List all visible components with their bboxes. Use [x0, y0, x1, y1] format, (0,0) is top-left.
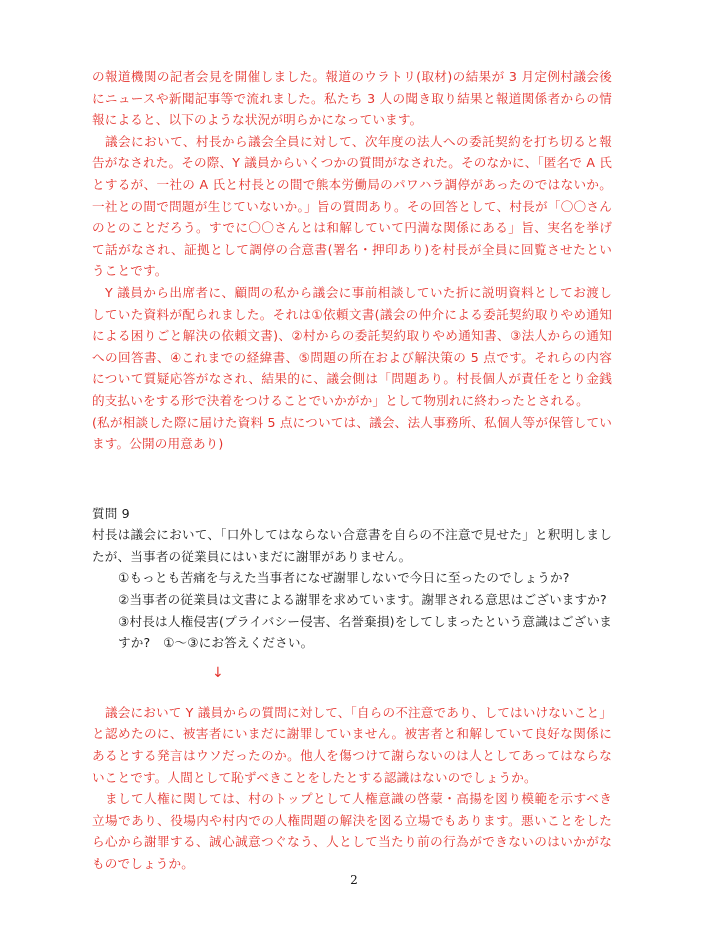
paragraph-press-conference: の報道機関の記者会見を開催しました。報道のウラトリ(取材)の結果が 3 月定例村議会後にニュースや新聞記事等で流れました。私たち 3 人の聞き取り結果と報道関係者からの情報によると、以下のような状況が明らかになっています。: [92, 69, 612, 128]
question-item-2: ②当事者の従業員は文書による謝罪を求めています。謝罪される意思はございますか?: [118, 592, 607, 608]
question-heading: 質問 9: [92, 505, 130, 521]
paragraph-materials: Y 議員から出席者に、顧問の私から議会に事前相談していた折に説明資料としてお渡ししていた資料が配られました。それは①依頼文書(議会の仲介による委託契約取りやめ通知による困りごと解決の依頼文書)、②村からの委託契約取りやめ通知書、③法人からの通知への回答書、④これまでの経緯書、⑤問題の所在および解決策の 5 点です。それらの内容について質疑応答がなされ、結果的に、議会側は「問題あり。村長個人が責任をとり金銭的支払いをする形で決着をつけることでいかがか」として物別れに終わったとされる。: [92, 284, 612, 408]
question-item-1: ①もっとも苦痛を与えた当事者になぜ謝罪しないで今日に至ったのでしょうか?: [118, 570, 570, 586]
paragraph-council-report: 議会において、村長から議会全員に対して、次年度の法人への委託契約を打ち切ると報告がなされた。その際、Y 議員からいくつかの質問がなされた。そのなかに、「匿名で A 氏とするが、一社の A 氏と村長との間で熊本労働局のパワハラ調停があったのではないか。一社との間で問題が生じていないか。」旨の質問あり。その回答として、村長が「〇〇さんのとのことだろう。すでに〇〇さんとは和解していて円満な関係にある」旨、実名を挙げて話がなされ、証拠として調停の合意書(署名・押印あり)を村長が全員に回覧させたということです。: [92, 133, 612, 279]
page-content: [92, 66, 612, 875]
down-arrow-icon: ↓: [212, 665, 224, 681]
page-number: 2: [350, 873, 358, 887]
question-body: 村長は議会において、「口外してはならない合意書を自らの不注意で見せた」と釈明しましたが、当事者の従業員にはいまだに謝罪がありません。: [92, 527, 612, 564]
paragraph-no-apology: 議会において Y 議員からの質問に対して、「自らの不注意であり、してはいけないこと」と認めたのに、被害者にいまだに謝罪していません。被害者と和解していて良好な関係にあるとする発言はウソだったのか。他人を傷つけて謝らないのは人としてあってはならないことです。人間として恥ずべきことをしたとする認識はないのでしょうか。: [92, 704, 612, 785]
paragraph-human-rights: まして人権に関しては、村のトップとして人権意識の啓蒙・高揚を図り模範を示すべき立場であり、役場内や村内での人権問題の解決を図る立場でもあります。悪いことをしたら心から謝罪する、誠心誠意つぐなう、人として当たり前の行為ができないのはいかがなものでしょうか。: [92, 791, 612, 871]
paragraph-materials-note: (私が相談した際に届けた資料 5 点については、議会、法人事務所、私個人等が保管しています。公開の用意あり): [92, 414, 612, 452]
question-item-3: ③村長は人権侵害(プライバシー侵害、名誉棄損)をしてしまったという意識はございますか? ①〜③にお答えください。: [118, 613, 612, 651]
